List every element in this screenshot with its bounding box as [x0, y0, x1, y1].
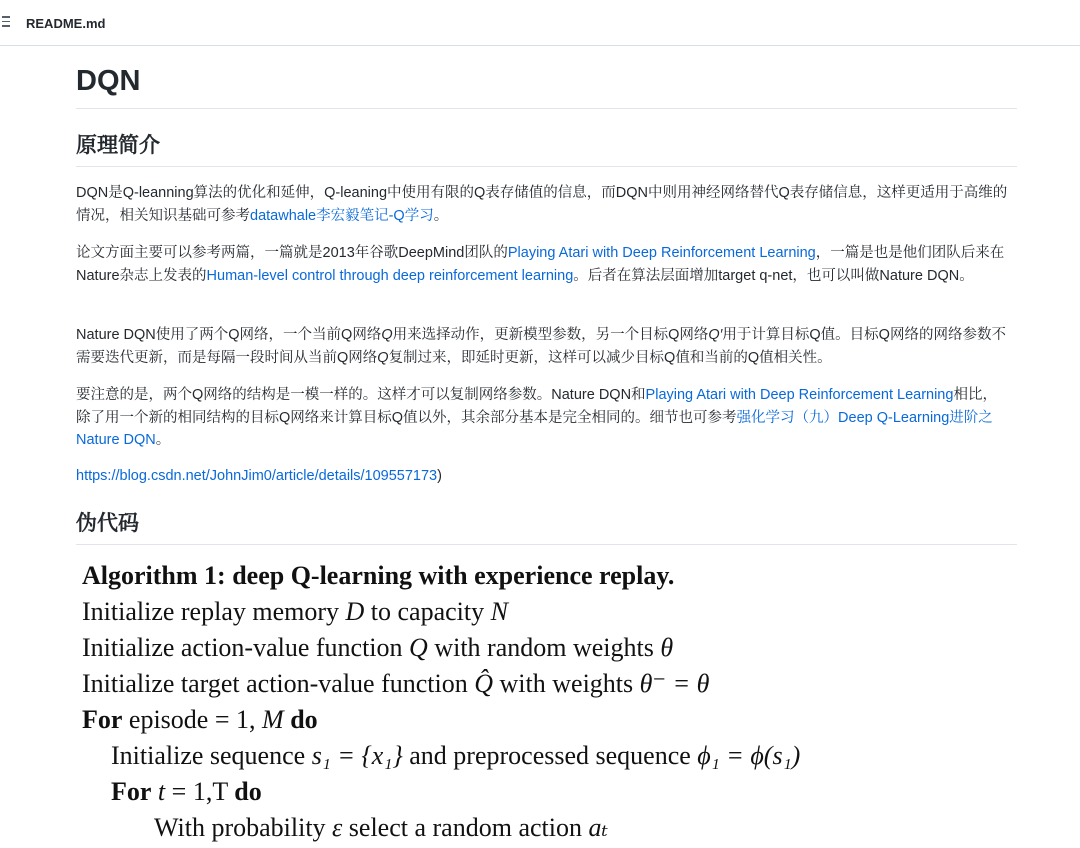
paragraph-comparison	[76, 384, 1011, 452]
paragraph-intro	[76, 182, 1011, 227]
link-datawhale[interactable]: datawhale李宏毅笔记-Q学习	[250, 207, 434, 224]
paragraph-text: DQN是Q-leanning算法的优化和延伸，Q-leaning中使用有限的Q表存储值的信息，而DQN中则用神经网络替代Q表存储信息，这样更适用于高维的情况，相关知识基础可参考	[76, 185, 1008, 224]
paragraph-text: 论文方面主要可以参考两篇，一篇就是2013年谷歌DeepMind团队的	[76, 245, 508, 261]
algo-text: with random weights	[427, 633, 661, 662]
hamburger-menu-icon[interactable]	[2, 16, 10, 28]
algo-text: Initialize sequence	[111, 741, 312, 770]
link-human-level-control[interactable]: Human-level control through deep reinforcement learning	[206, 267, 574, 284]
paragraph-url	[76, 465, 1011, 488]
math-symbol: Q	[409, 633, 428, 662]
math-q: Q	[377, 349, 389, 366]
file-name: README.md	[26, 16, 106, 31]
page-title: DQN	[76, 65, 141, 97]
algorithm-line-1	[82, 594, 1072, 630]
algorithm-line-7	[82, 810, 1072, 846]
paragraph-text: 复制过来，即延时更新，这样可以减少目标Q值和当前的Q值相关性。	[388, 349, 832, 366]
algo-text: = 1,T	[165, 777, 235, 806]
section-heading-principle: 原理简介	[76, 134, 160, 157]
algorithm-line-4	[82, 702, 1072, 738]
math-symbol: ε	[332, 813, 343, 842]
algo-text: to capacity	[364, 597, 491, 626]
math-symbol: D	[345, 597, 365, 626]
algo-keyword: do	[283, 705, 318, 734]
algo-keyword: For	[82, 705, 123, 734]
algo-text: Initialize action-value function	[82, 633, 410, 662]
algo-text: and preprocessed sequence	[402, 741, 698, 770]
paragraph-text: 要注意的是，两个Q网络的结构是一模一样的。这样才可以复制网络参数。Nature DQN和	[76, 387, 646, 403]
math-symbol: t	[151, 777, 166, 806]
paragraph-text: 用于计算目标Q值。目标Q网络的网络参数不需要迭代更新，而是每隔一段时间从当前Q网络	[76, 327, 1006, 366]
section-heading-pseudocode: 伪代码	[76, 512, 139, 535]
link-playing-atari[interactable]: Playing Atari with Deep Reinforcement Learning	[645, 387, 954, 403]
math-symbol: θ	[660, 633, 674, 662]
algorithm-line-3	[82, 666, 1072, 702]
algorithm-line-2	[82, 630, 1072, 666]
paragraph-papers	[76, 242, 1011, 287]
section-divider	[76, 166, 1017, 167]
section-divider	[76, 544, 1017, 545]
algo-keyword: For	[111, 777, 152, 806]
math-symbol: N	[490, 597, 508, 626]
math-expression: θ⁻ = θ	[639, 669, 710, 698]
file-header	[0, 0, 1080, 46]
paragraph-text: ，一篇是也是他们团队后来在Nature杂志上发表的	[76, 245, 1005, 284]
algo-text: with weights	[493, 669, 640, 698]
paragraph-text: 相比，除了用一个新的相同结构的目标Q网络来计算目标Q值以外，其余部分基本是完全相同的。细节也可参考	[76, 387, 997, 426]
math-expression: ϕ₁ = ϕ(s₁)	[697, 741, 801, 770]
algo-text: episode = 1,	[122, 705, 263, 734]
math-q-prime: Q′	[708, 327, 723, 343]
algo-keyword: do	[234, 777, 262, 806]
math-symbol: Q̂	[474, 669, 494, 698]
paragraph-nature-dqn	[76, 324, 1011, 369]
math-q: Q	[381, 327, 393, 343]
algorithm-figure	[82, 558, 1072, 846]
math-expression: s₁ = {x₁}	[311, 741, 403, 770]
link-playing-atari[interactable]: Playing Atari with Deep Reinforcement Learning	[507, 245, 816, 261]
link-csdn-blog[interactable]: https://blog.csdn.net/JohnJim0/article/details/109557173	[76, 468, 438, 484]
algo-text: Initialize target action-value function	[82, 669, 475, 698]
algo-text: select a random action	[342, 813, 589, 842]
math-expression: aₜ	[588, 813, 608, 842]
math-symbol: M	[262, 705, 284, 734]
link-nature-dqn-blog[interactable]: 强化学习（九）Deep Q-Learning进阶之Nature DQN	[76, 409, 993, 448]
paragraph-text: 。	[433, 207, 449, 224]
paragraph-text: Nature DQN使用了两个Q网络，一个当前Q网络	[76, 327, 382, 343]
algorithm-title: Algorithm 1: deep Q-learning with experience replay.	[82, 561, 675, 590]
algorithm-line-6	[82, 774, 1072, 810]
algorithm-line-5	[82, 738, 1072, 774]
paragraph-text: 。后者在算法层面增加target q-net，也可以叫做Nature DQN。	[573, 267, 974, 284]
paragraph-text: 。	[155, 432, 171, 448]
paragraph-text: 用来选择动作，更新模型参数，另一个目标Q网络	[392, 327, 709, 343]
algo-text: Initialize replay memory	[82, 597, 346, 626]
algo-text: With probability	[154, 813, 333, 842]
paragraph-text: )	[437, 468, 442, 484]
title-divider	[76, 108, 1017, 109]
